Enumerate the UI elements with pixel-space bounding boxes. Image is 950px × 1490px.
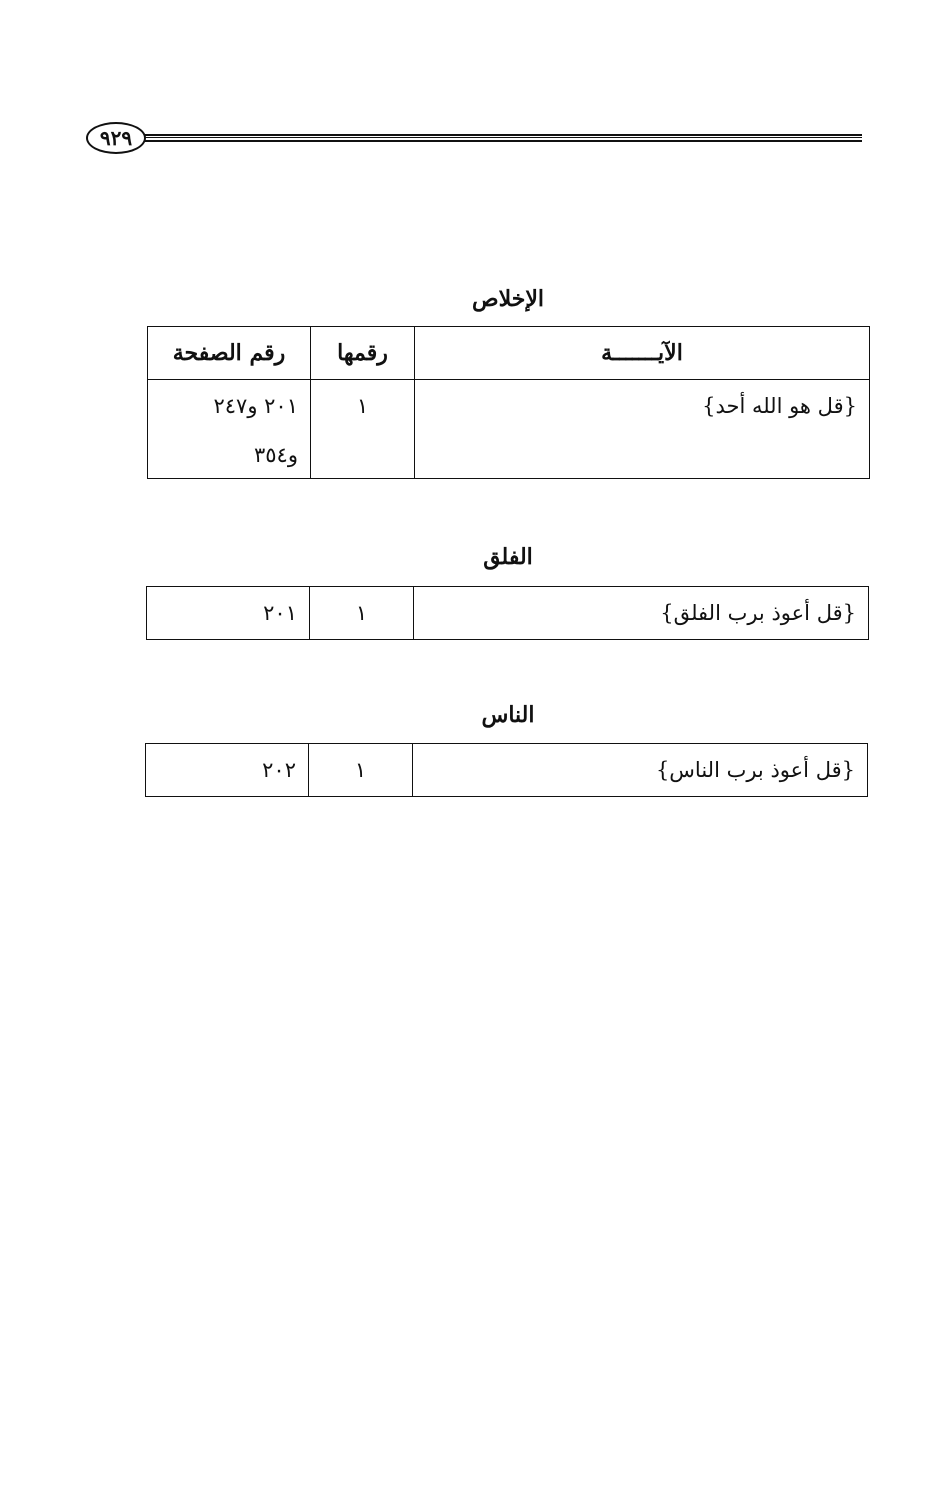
index-table-nas xyxy=(145,743,868,797)
page-ref-line1: ٢٠١ xyxy=(263,601,297,625)
page-ref-cell xyxy=(146,744,309,797)
page-header xyxy=(86,122,862,156)
page-ref-line1: ٢٠٢ xyxy=(262,758,296,782)
page-ref-cell xyxy=(148,380,311,479)
page-number-badge xyxy=(86,122,146,154)
ayah-text: {قل أعوذ برب الناس} xyxy=(655,758,855,782)
ayah-number: ١ xyxy=(356,394,369,418)
page-ref-cell xyxy=(147,587,310,640)
ayah-number: ١ xyxy=(355,601,368,625)
ayah-number-cell xyxy=(309,744,413,797)
table-header-row xyxy=(148,327,870,380)
ayah-number-cell xyxy=(311,380,415,479)
ayah-cell xyxy=(414,587,869,640)
ayah-text: {قل أعوذ برب الفلق} xyxy=(660,601,856,625)
column-header-ayah: الآيـــــــة xyxy=(415,327,870,380)
ayah-number: ١ xyxy=(354,758,367,782)
ayah-number-cell xyxy=(310,587,414,640)
ayah-cell xyxy=(413,744,868,797)
ayah-cell xyxy=(415,380,870,479)
column-header-page: رقم الصفحة xyxy=(148,327,311,380)
index-table-ikhlas xyxy=(147,326,870,479)
page-ref-line2: و٣٥٤ xyxy=(254,443,298,467)
page-ref-line1: ٢٠١ و٢٤٧ xyxy=(213,394,298,418)
table-row xyxy=(148,380,870,479)
table-row xyxy=(147,587,869,640)
section-title-nas: الناس xyxy=(481,702,535,728)
section-title-falaq: الفلق xyxy=(483,544,533,570)
page-number: ٩٢٩ xyxy=(99,126,133,150)
table-row xyxy=(146,744,868,797)
index-table-falaq xyxy=(146,586,869,640)
section-title-ikhlas: الإخلاص xyxy=(472,286,544,312)
header-rule xyxy=(142,134,862,142)
column-header-number: رقمها xyxy=(311,327,415,380)
ayah-text: {قل هو الله أحد} xyxy=(702,394,857,418)
